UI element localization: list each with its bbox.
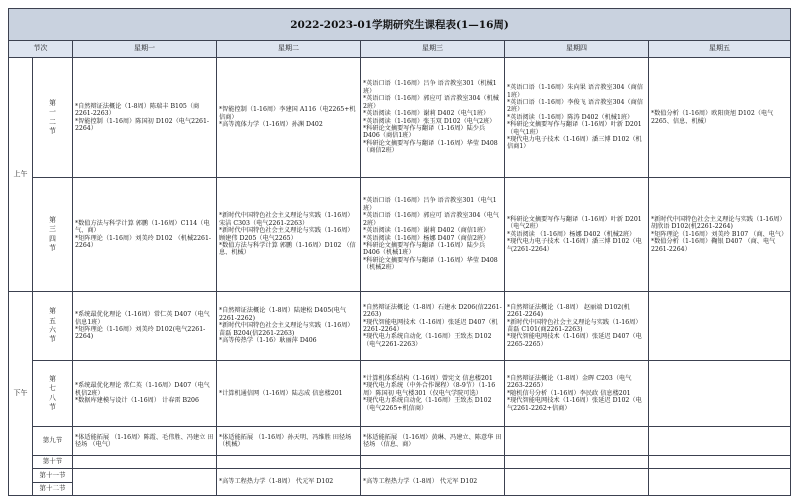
slot-thursday-p5-6 bbox=[505, 292, 649, 361]
period-label-char: 五 bbox=[49, 316, 56, 325]
slot-wednesday-p9 bbox=[361, 427, 505, 456]
section-header: 节次 bbox=[9, 41, 73, 58]
course-entry: *系统最优化理论 常仁英（1-16周）D407（电气机信2班） bbox=[75, 382, 210, 397]
course-entry: *英语阅读（1-16周）杨娜 D407（商信2班） bbox=[363, 234, 490, 242]
slot-wednesday-p5-6 bbox=[361, 292, 505, 361]
period-label-char: 第 bbox=[49, 374, 56, 383]
slot-monday-p3-4 bbox=[73, 178, 217, 292]
course-entry: *现代电力系统自动化（1-16周）王致杰 D102（电气2261-2263） bbox=[363, 333, 492, 348]
course-entry: *智能控制（1-16周）陈国初 D102（电气2261-2264） bbox=[75, 117, 210, 132]
period-label-char: 八 bbox=[49, 393, 56, 402]
course-entry: *英语阅读（1-16周）谢莉 D402（电气1班） bbox=[363, 110, 490, 118]
slot-monday-p10 bbox=[73, 456, 217, 469]
slot-monday-p11-12 bbox=[73, 469, 217, 496]
slot-monday-p7-8 bbox=[73, 361, 217, 427]
course-entry: *自然辩证法概论（1-8周）金晖 C203（电气2263-2265） bbox=[507, 374, 632, 390]
day-header-monday: 星期一 bbox=[73, 41, 217, 58]
slot-tuesday-p7-8 bbox=[217, 361, 361, 427]
course-entry: *英语口语（1-16周）吕争 语音教室301（机械1班） bbox=[363, 80, 497, 95]
course-entry: *现代智能电网技术（1-16周）张延迟 D407（机2261-2264） bbox=[363, 318, 498, 333]
period-9-label: 第九节 bbox=[33, 427, 73, 456]
period-12-label: 第十二节 bbox=[33, 483, 73, 496]
slot-tuesday-p5-6 bbox=[217, 292, 361, 361]
schedule-title: 2022-2023-01学期研究生课程表(1—16周) bbox=[9, 9, 791, 41]
period-label-char: 节 bbox=[49, 243, 56, 252]
course-entry: *英语口语（1-16周）朱向果 语音教室304（商信1班） bbox=[507, 84, 643, 99]
slot-monday-p5-6 bbox=[73, 292, 217, 361]
period-5-6-label bbox=[33, 292, 73, 361]
course-entry: *科研论文摘要写作与翻译（1-16周）陆少兵 D406（商信1班） bbox=[363, 124, 486, 140]
course-entry: *高等流体力学（1-16周）孙渊 D402 bbox=[219, 121, 323, 129]
day-header-tuesday: 星期二 bbox=[217, 41, 361, 58]
slot-friday-p10 bbox=[649, 456, 791, 469]
course-entry: *自然辩证法概论（1-8周） 赵丽端 D102(机2261-2264) bbox=[507, 303, 630, 319]
period-label-char: 二 bbox=[49, 117, 56, 126]
course-entry: *新时代中国特色社会主义理论与实践（1-16周）苗磊 B204(信2261-2263) bbox=[219, 322, 354, 337]
day-header-wednesday: 星期三 bbox=[361, 41, 505, 58]
course-entry: *英语口语（1-16周）郭应可 语音教室304（电气2班） bbox=[363, 212, 499, 227]
course-entry: *自然辩证法概论（1-8周）陈瑞丰 B105（商2261-2263） bbox=[75, 102, 200, 118]
course-entry: *新时代中国特色社会主义理论与实践（1-16周）苗磊 C101(商2261-2263) bbox=[507, 318, 642, 333]
course-entry: *新时代中国特色社会主义理论与实践（1-16周）胡欣语 D102(机2261-2264) bbox=[651, 215, 786, 231]
slot-tuesday-p9 bbox=[217, 427, 361, 456]
slot-friday-p1-2 bbox=[649, 58, 791, 178]
course-entry: *科研论文摘要写作与翻译（1-16周）叶新 D201（电气2班） bbox=[507, 215, 642, 231]
slot-thursday-p3-4 bbox=[505, 178, 649, 292]
period-label-char: 第 bbox=[49, 215, 56, 224]
course-entry: *科研论文摘要写作与翻译（1-16周）华莹 D408 （机械2班） bbox=[363, 256, 498, 272]
course-entry: *新时代中国特色社会主义理论与实践（1-16周）顾建伟 D205（电气2265） bbox=[219, 227, 354, 242]
course-entry: *英语口语（1-16周）李俊飞 语音教室304（商信2班） bbox=[507, 98, 643, 114]
course-entry: *体适能拓展 （1-16周）黄琳、冯建立、陈意华 田径场 （信息、商） bbox=[363, 433, 502, 448]
course-entry: *英语阅读 （1-16周）杨娜 D402（机械2班） bbox=[507, 230, 636, 238]
course-entry: *自然辩证法概论（1-8周）陆建松 D405(电气2261-2262) bbox=[219, 307, 347, 322]
course-entry: *现代电力系统（中外合作课程）（8-9节）（1-16周）陈国初 电气楼301（仅电气学院可选） bbox=[363, 382, 496, 397]
course-entry: *现代电力电子技术（1-16周）潘三博 D102（电气2261-2264） bbox=[507, 238, 642, 253]
slot-thursday-p9 bbox=[505, 427, 649, 456]
slot-thursday-p7-8 bbox=[505, 361, 649, 427]
period-label-char: 节 bbox=[49, 335, 56, 344]
slot-thursday-p1-2 bbox=[505, 58, 649, 178]
course-entry: *英语阅读（1-16周）张玉双 D102（电气2班） bbox=[363, 117, 496, 125]
course-entry: *高等工程热力学（1-8周） 代元军 D102 bbox=[219, 478, 334, 486]
period-label-char: 七 bbox=[49, 384, 56, 393]
course-entry: *系统最优化理论（1-16周）常仁英 D407（电气信息1班） bbox=[75, 311, 210, 326]
period-label-char: 第 bbox=[49, 307, 56, 316]
slot-wednesday-p1-2 bbox=[361, 58, 505, 178]
course-entry: *体适能拓展 （1-16周）孙天明、冯维胜 田径场 （机械） bbox=[219, 433, 352, 448]
period-label-char: 节 bbox=[49, 402, 56, 411]
slot-friday-p9 bbox=[649, 427, 791, 456]
period-label-char: 六 bbox=[49, 326, 56, 334]
slot-wednesday-p3-4 bbox=[361, 178, 505, 292]
course-entry: *现代电力电子技术（1-16周）潘三博 D102（机信商1） bbox=[507, 136, 642, 151]
course-entry: *计算机通信网（1-16周）陆志成 信息楼201 bbox=[219, 389, 343, 397]
course-entry: *英语口语（1-16周）郭应可 语音教室304（机械2班） bbox=[363, 95, 499, 110]
course-entry: *科研论文摘要写作与翻译（1-16周）华莹 D408（商信2班） bbox=[363, 139, 498, 155]
course-entry: *高等传热学（1-16）耿丽萍 D406 bbox=[219, 337, 317, 345]
course-entry: *智能控制（1-16周）李建国 A116（电2265+机信商） bbox=[219, 106, 356, 121]
afternoon-label: 下午 bbox=[9, 292, 33, 496]
course-entry: *英语口语（1-16周）吕争 语音教室301（电气1班） bbox=[363, 197, 497, 212]
day-header-friday: 星期五 bbox=[649, 41, 791, 58]
morning-label: 上午 bbox=[9, 58, 33, 292]
slot-monday-p1-2 bbox=[73, 58, 217, 178]
period-1-2-label bbox=[33, 58, 73, 178]
period-3-4-label bbox=[33, 178, 73, 292]
slot-tuesday-p10 bbox=[217, 456, 361, 469]
slot-wednesday-p11-12 bbox=[361, 469, 505, 496]
course-entry: *数值分析（1-16周）鞠银 D407 （商、电气2261-2264） bbox=[651, 238, 776, 253]
slot-wednesday-p7-8 bbox=[361, 361, 505, 427]
period-label-char: 一 bbox=[49, 108, 56, 117]
period-11-label: 第十一节 bbox=[33, 469, 73, 483]
schedule-table bbox=[8, 8, 791, 496]
slot-friday-p11-12 bbox=[649, 469, 791, 496]
course-entry: *数值分析（1-16周）欧阳庚旭 D102（电气2265、信息、机械） bbox=[651, 110, 774, 125]
period-10-label: 第十节 bbox=[33, 456, 73, 469]
course-entry: *计算机体系结构（1-16周）曾宪文 信息楼201 bbox=[363, 374, 493, 382]
course-entry: *现代智能电网技术（1-16周）张延迟 D407（电2265-2265） bbox=[507, 333, 642, 348]
period-label-char: 节 bbox=[49, 126, 56, 135]
course-entry: *科研论文摘要写作与翻译（1-16周）叶新 D201（电气1班） bbox=[507, 121, 642, 136]
course-entry: *体适能拓展 （1-16周）陈霞、毛伟胜、冯建立 田径场 （电气） bbox=[75, 433, 214, 448]
course-entry: *随机信号分析（1-16周）李民政 信息楼201 bbox=[507, 389, 631, 397]
slot-monday-p9 bbox=[73, 427, 217, 456]
day-header-thursday: 星期四 bbox=[505, 41, 649, 58]
course-entry: *英语阅读（1-16周）陈涛 D402（机械1班） bbox=[507, 113, 634, 121]
course-entry: *新时代中国特色社会主义理论与实践（1-16周）宋洁 C303（电气2261-2263） bbox=[219, 212, 354, 227]
period-label-char: 三 bbox=[49, 225, 56, 234]
course-entry: *英语阅读（1-16周）谢莉 D402（商信1班） bbox=[363, 227, 490, 235]
course-entry: *科研论文摘要写作与翻译（1-16周）陆少兵 D406（机械1班） bbox=[363, 241, 486, 257]
course-entry: *矩阵理论（1-16周）刘美玲 B107 （商、电气） bbox=[651, 230, 788, 238]
course-entry: *自然辩证法概论（1-8周）石建永 D206(信2261-2263) bbox=[363, 303, 502, 319]
course-entry: *现代电力系统自动化（1-16周）王致杰 D102（电气2265+机信商） bbox=[363, 397, 492, 412]
period-7-8-label bbox=[33, 361, 73, 427]
course-entry: *数值方法与科学计算 郭鹏（1-16周）C114（电气、商） bbox=[75, 219, 210, 235]
course-entry: *矩阵理论（1-16周）刘美玲 D102(电气2261-2264) bbox=[75, 326, 206, 341]
period-label-char: 四 bbox=[49, 234, 56, 243]
course-entry: *矩阵理论（1-16周）刘美玲 D102 （机械2261-2264） bbox=[75, 234, 211, 249]
slot-friday-p5-6 bbox=[649, 292, 791, 361]
slot-tuesday-p3-4 bbox=[217, 178, 361, 292]
slot-friday-p3-4 bbox=[649, 178, 791, 292]
slot-tuesday-p1-2 bbox=[217, 58, 361, 178]
slot-friday-p7-8 bbox=[649, 361, 791, 427]
period-label-char: 第 bbox=[49, 98, 56, 107]
course-entry: *现代智能电网技术（1-16周）张延迟 D102（电气2261-2262+信商） bbox=[507, 397, 642, 412]
course-entry: *数据库建模与设计（1-16周） 计春雷 B206 bbox=[75, 397, 199, 405]
slot-wednesday-p10 bbox=[361, 456, 505, 469]
course-entry: *数值方法与科学计算 郭鹏（1-16周）D102 （信息、机械） bbox=[219, 241, 356, 257]
slot-thursday-p10 bbox=[505, 456, 649, 469]
slot-tuesday-p11-12 bbox=[217, 469, 361, 496]
course-entry: *高等工程热力学（1-8周） 代元军 D102 bbox=[363, 478, 478, 486]
slot-thursday-p11-12 bbox=[505, 469, 649, 496]
